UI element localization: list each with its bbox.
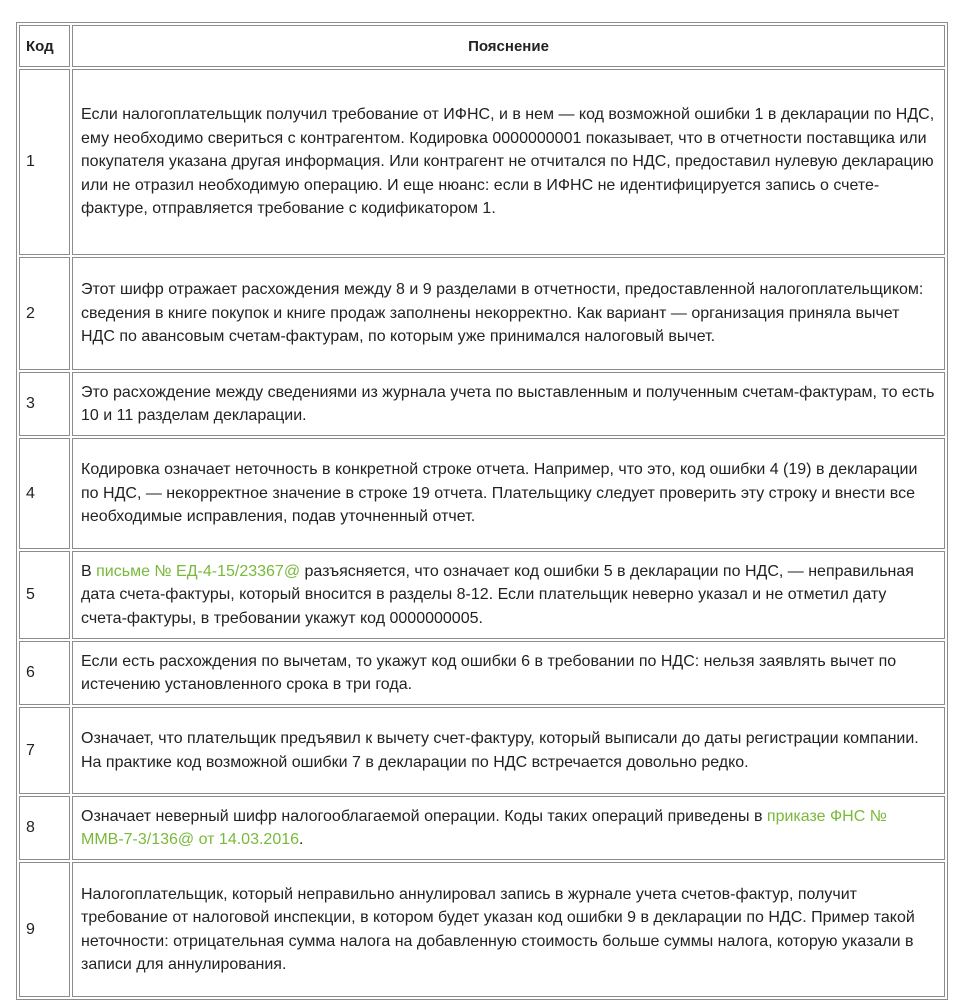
- letter-link[interactable]: письме № ЕД-4-15/23367@: [96, 562, 301, 580]
- row-text-post: .: [299, 831, 304, 848]
- row-text-pre: В: [81, 562, 97, 580]
- row-explanation: Если есть расхождения по вычетам, то укажут код ошибки 6 в требовании по НДС: нельзя заявлять вычет по истечению установленного срока в три года.: [72, 641, 945, 705]
- error-codes-table: [16, 22, 948, 1000]
- row-code: 4: [19, 438, 70, 549]
- row-code: 1: [19, 69, 70, 255]
- header-code: Код: [19, 25, 70, 67]
- row-explanation: Это расхождение между сведениями из журнала учета по выставленным и полученным счетам-фактурам, то есть 10 и 11 разделам декларации.: [72, 372, 945, 436]
- table-header-row: [19, 25, 945, 67]
- row-explanation: Если налогоплательщик получил требование от ИФНС, и в нем — код возможной ошибки 1 в декларации по НДС, ему необходимо свериться с контрагентом. Кодировка 0000000001 показывает, что в отчетности поставщика или покупателя указана другая информация. Или контрагент не отчитался по НДС, предоставил нулевую декларацию или не отразил необходимую операцию. И еще нюанс: если в ИФНС не идентифицируется запись о счете-фактуре, отправляется требование с кодификатором 1.: [72, 69, 945, 255]
- row-code: 9: [19, 862, 70, 997]
- row-explanation: Налогоплательщик, который неправильно аннулировал запись в журнале учета счетов-фактур, получит требование от налоговой инспекции, в котором будет указан код ошибки 9 в декларации по НДС. Пример такой неточности: отрицательная сумма налога на добавленную стоимость больше суммы налога, которую указали в записи для аннулирования.: [72, 862, 945, 997]
- table-row: [19, 707, 945, 794]
- row-code: 6: [19, 641, 70, 705]
- row-explanation: [72, 796, 945, 860]
- header-explanation: Пояснение: [72, 25, 945, 67]
- table-row: [19, 438, 945, 549]
- table-row: [19, 641, 945, 705]
- row-explanation: [72, 551, 945, 639]
- order-link[interactable]: приказе ФНС № ММВ-7-3/136@ от 14.03.2016: [81, 807, 887, 848]
- row-explanation: Кодировка означает неточность в конкретной строке отчета. Например, что это, код ошибки 4 (19) в декларации по НДС, — некорректное значение в строке 19 отчета. Плательщику следует проверить эту строку и внести все необходимые исправления, подав уточненный отчет.: [72, 438, 945, 549]
- table-row: [19, 372, 945, 436]
- table-wrapper: [16, 22, 948, 1000]
- row-explanation: Означает, что плательщик предъявил к вычету счет-фактуру, который выписали до даты регистрации компании. На практике код возможной ошибки 7 в декларации по НДС встречается довольно редко.: [72, 707, 945, 794]
- table-row: [19, 796, 945, 860]
- row-code: 8: [19, 796, 70, 860]
- row-explanation: Этот шифр отражает расхождения между 8 и 9 разделами в отчетности, предоставленной налогоплательщиком: сведения в книге покупок и книге продаж заполнены некорректно. Как вариант — организация приняла вычет НДС по авансовым счетам-фактурам, по которым уже принимался налоговый вычет.: [72, 257, 945, 370]
- table-row: [19, 551, 945, 639]
- row-code: 3: [19, 372, 70, 436]
- row-code: 2: [19, 257, 70, 370]
- table-row: [19, 862, 945, 997]
- table-row: [19, 69, 945, 255]
- row-code: 7: [19, 707, 70, 794]
- row-text-pre: Означает неверный шифр налогооблагаемой операции. Коды таких операций приведены в: [81, 807, 767, 825]
- row-code: 5: [19, 551, 70, 639]
- table-row: [19, 257, 945, 370]
- row-text-post: разъясняется, что означает код ошибки 5 в декларации по НДС, — неправильная дата счета-фактуры, который вносится в разделы 8-12. Если плательщик неверно указал и не отметил дату счета-фактуры, в требовании укажут код 0000000005.: [81, 562, 914, 627]
